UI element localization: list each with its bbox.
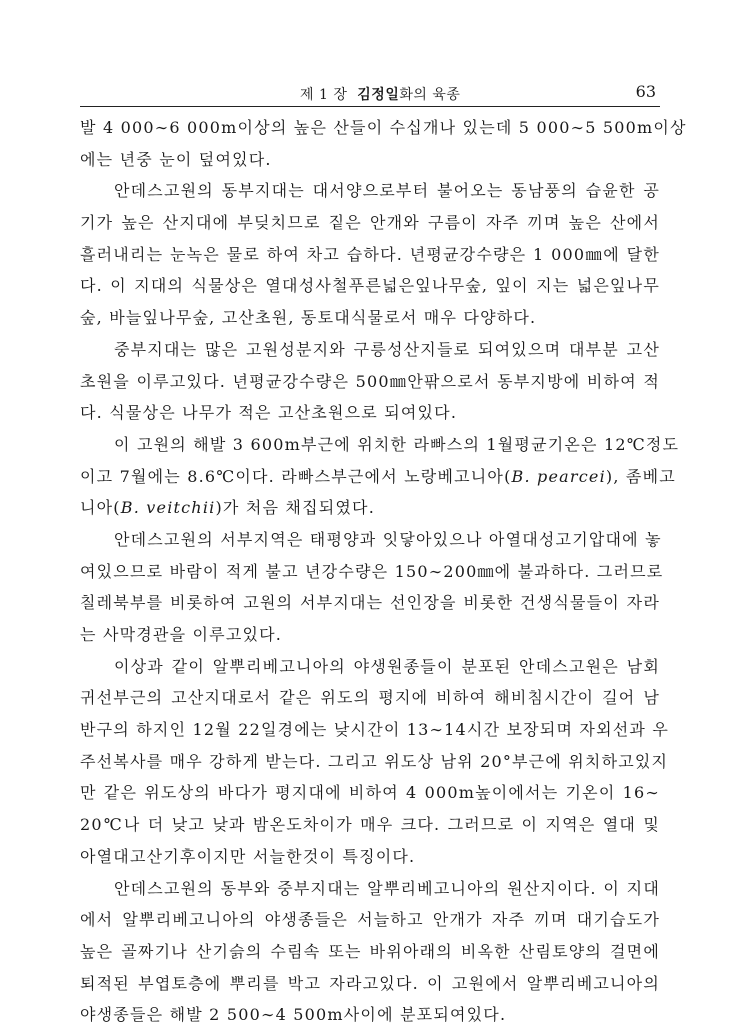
text-line: 흘러내리는 눈녹은 물로 하여 차고 습하다. 년평균강수량은 1 000㎜에 달한 <box>80 244 660 264</box>
text-line: 여있으므로 바람이 적게 불고 년강수량은 150∼200㎜에 불과하다. 그러므로 <box>80 561 664 581</box>
text-line: 야생종들은 해발 2 500∼4 500m사이에 분포되여있다. <box>80 1005 507 1025</box>
text-line: 칠레북부를 비롯하여 고원의 서부지대는 선인장을 비롯한 건생식물들이 자라 <box>80 593 660 613</box>
kimjongil-name: 김정일 <box>357 87 400 103</box>
chapter-label: 제 1 장 <box>300 87 348 103</box>
text-line: 이고 7월에는 8.6℃이다. 라빠스부근에서 노랑베고니아(B. pearcei), 좀베고 <box>80 466 676 486</box>
text-line: 다. 식물상은 나무가 적은 고산초원으로 되여있다. <box>80 403 458 423</box>
running-head-title <box>300 84 460 104</box>
text-line: 주선복사를 매우 강하게 받는다. 그리고 위도상 남위 20°부근에 위치하고있지 <box>80 751 669 771</box>
text-line: 안데스고원의 동부와 중부지대는 알뿌리베고니아의 원산지이다. 이 지대 <box>114 878 660 898</box>
text-line: 숲, 바늘잎나무숲, 고산초원, 동토대식물로서 매우 다양하다. <box>80 308 537 328</box>
text-line: 기가 높은 산지대에 부딪치므로 짙은 안개와 구름이 자주 끼며 높은 산에서 <box>80 213 660 233</box>
text-line: 중부지대는 많은 고원성분지와 구릉성산지들로 되여있으며 대부분 고산 <box>114 339 660 359</box>
text-line: 에는 년중 눈이 덮여있다. <box>80 149 272 169</box>
text-line: 안데스고원의 동부지대는 대서양으로부터 불어오는 동남풍의 습윤한 공 <box>114 181 660 201</box>
text-line: 니아(B. veitchii)가 처음 채집되였다. <box>80 498 376 518</box>
text-line: 아열대고산기후이지만 서늘한것이 특징이다. <box>80 846 416 866</box>
text-line: 반구의 하지인 12월 22일경에는 낮시간이 13∼14시간 보장되며 자외선과 우 <box>80 720 669 740</box>
text-line: 초원을 이루고있다. 년평균강수량은 500㎜안팎으로서 동부지방에 비하여 적 <box>80 371 660 391</box>
text-line: 안데스고원의 서부지역은 태평양과 잇닿아있으나 아열대성고기압대에 놓 <box>114 529 662 549</box>
text-line: 높은 골짜기나 산기슭의 수림속 또는 바위아래의 비옥한 산림토양의 걸면에 <box>80 941 660 961</box>
body-text <box>80 112 687 1031</box>
text-line: 다. 이 지대의 식물상은 열대성사철푸른넓은잎나무숲, 잎이 지는 넓은잎나무 <box>80 276 660 296</box>
running-header <box>80 80 660 107</box>
text-line: 에서 알뿌리베고니아의 야생종들은 서늘하고 안개가 자주 끼며 대기습도가 <box>80 910 660 930</box>
text-line: 발 4 000∼6 000m이상의 높은 산들이 수십개나 있는데 5 000∼5 500m이상 <box>80 118 687 137</box>
text-line: 이상과 같이 알뿌리베고니아의 야생원종들이 분포된 안데스고원은 남회 <box>114 656 660 676</box>
text-line: 20℃나 더 낮고 낮과 밤온도차이가 매우 크다. 그러므로 이 지역은 열대 및 <box>80 815 660 835</box>
chapter-subtitle: 화의 육종 <box>399 87 461 103</box>
text-line: 퇴적된 부엽토층에 뿌리를 박고 자라고있다. 이 고원에서 알뿌리베고니아의 <box>80 973 660 993</box>
text-line: 는 사막경관을 이루고있다. <box>80 625 283 644</box>
text-line: 이 고원의 해발 3 600m부근에 위치한 라빠스의 1월평균기온은 12℃정도 <box>114 434 680 454</box>
text-line: 귀선부근의 고산지대로서 같은 위도의 평지에 비하여 해비침시간이 길어 남 <box>80 688 660 708</box>
text-line: 만 같은 위도상의 바다가 평지대에 비하여 4 000m높이에서는 기온이 16∼ <box>80 783 660 803</box>
page-number: 63 <box>635 82 656 101</box>
